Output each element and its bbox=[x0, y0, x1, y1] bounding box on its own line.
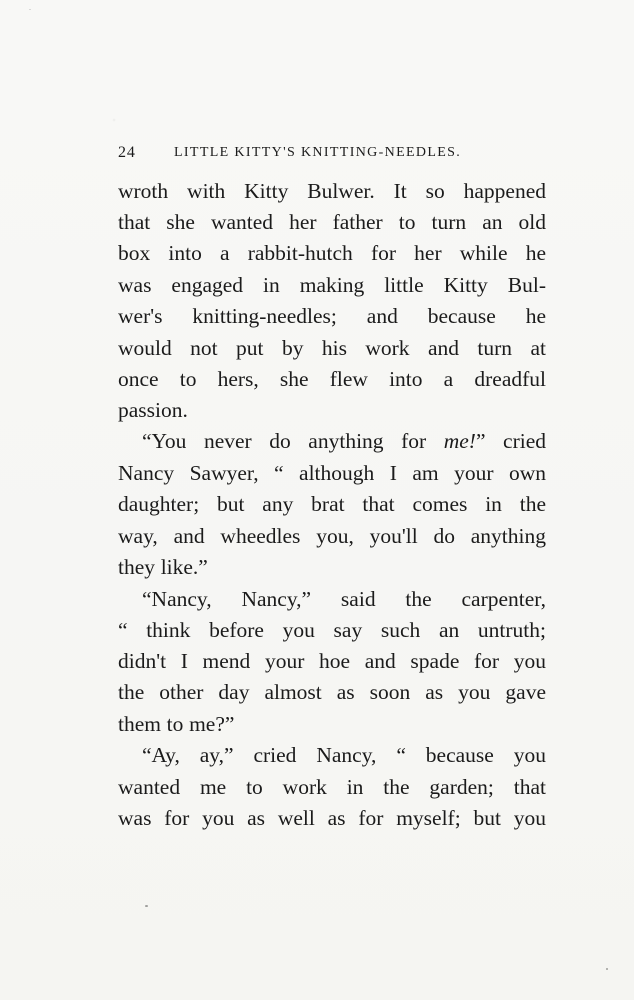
dialogue-fragment: “You never do anything for bbox=[142, 429, 444, 453]
body-text-line: passion. bbox=[118, 398, 188, 422]
dialogue-line: “Ay, ay,” cried Nancy, “ because you bbox=[142, 743, 546, 767]
emphasized-word: me! bbox=[443, 429, 476, 453]
ink-speck bbox=[606, 968, 608, 970]
body-text-line: they like.” bbox=[118, 555, 208, 579]
ink-speck bbox=[29, 9, 31, 10]
body-text-line: didn't I mend your hoe and spade for you bbox=[118, 649, 546, 673]
dialogue-fragment: ” cried bbox=[475, 429, 546, 453]
body-text-line: “ think before you say such an untruth; bbox=[118, 618, 546, 642]
body-text-line: them to me?” bbox=[118, 712, 235, 736]
body-text-line: way, and wheedles you, you'll do anything bbox=[118, 524, 546, 548]
body-text-line: wroth with Kitty Bulwer. It so happened bbox=[118, 179, 546, 203]
body-text-line: daughter; but any brat that comes in the bbox=[118, 492, 546, 516]
dialogue-line: “Nancy, Nancy,” said the carpenter, bbox=[142, 587, 546, 611]
body-text-line: box into a rabbit-hutch for her while he bbox=[118, 241, 546, 265]
body-text-line: would not put by his work and turn at bbox=[118, 336, 546, 360]
body-text-line: was engaged in making little Kitty Bul- bbox=[118, 273, 546, 297]
body-text-line: was for you as well as for myself; but you bbox=[118, 806, 546, 830]
body-text-line: the other day almost as soon as you gave bbox=[118, 680, 546, 704]
body-text-line: wanted me to work in the garden; that bbox=[118, 775, 546, 799]
page-number: 24 bbox=[118, 144, 136, 161]
dialogue-line bbox=[142, 426, 546, 457]
body-text-line: once to hers, she flew into a dreadful bbox=[118, 367, 546, 391]
running-title: LITTLE KITTY'S KNITTING-NEEDLES. bbox=[174, 145, 462, 160]
body-text-line: that she wanted her father to turn an old bbox=[118, 210, 546, 234]
body-text-line: Nancy Sawyer, “ although I am your own bbox=[118, 461, 546, 485]
page-header bbox=[118, 143, 490, 163]
body-text-line: wer's knitting-needles; and because he bbox=[118, 304, 546, 328]
ink-speck bbox=[145, 905, 148, 907]
